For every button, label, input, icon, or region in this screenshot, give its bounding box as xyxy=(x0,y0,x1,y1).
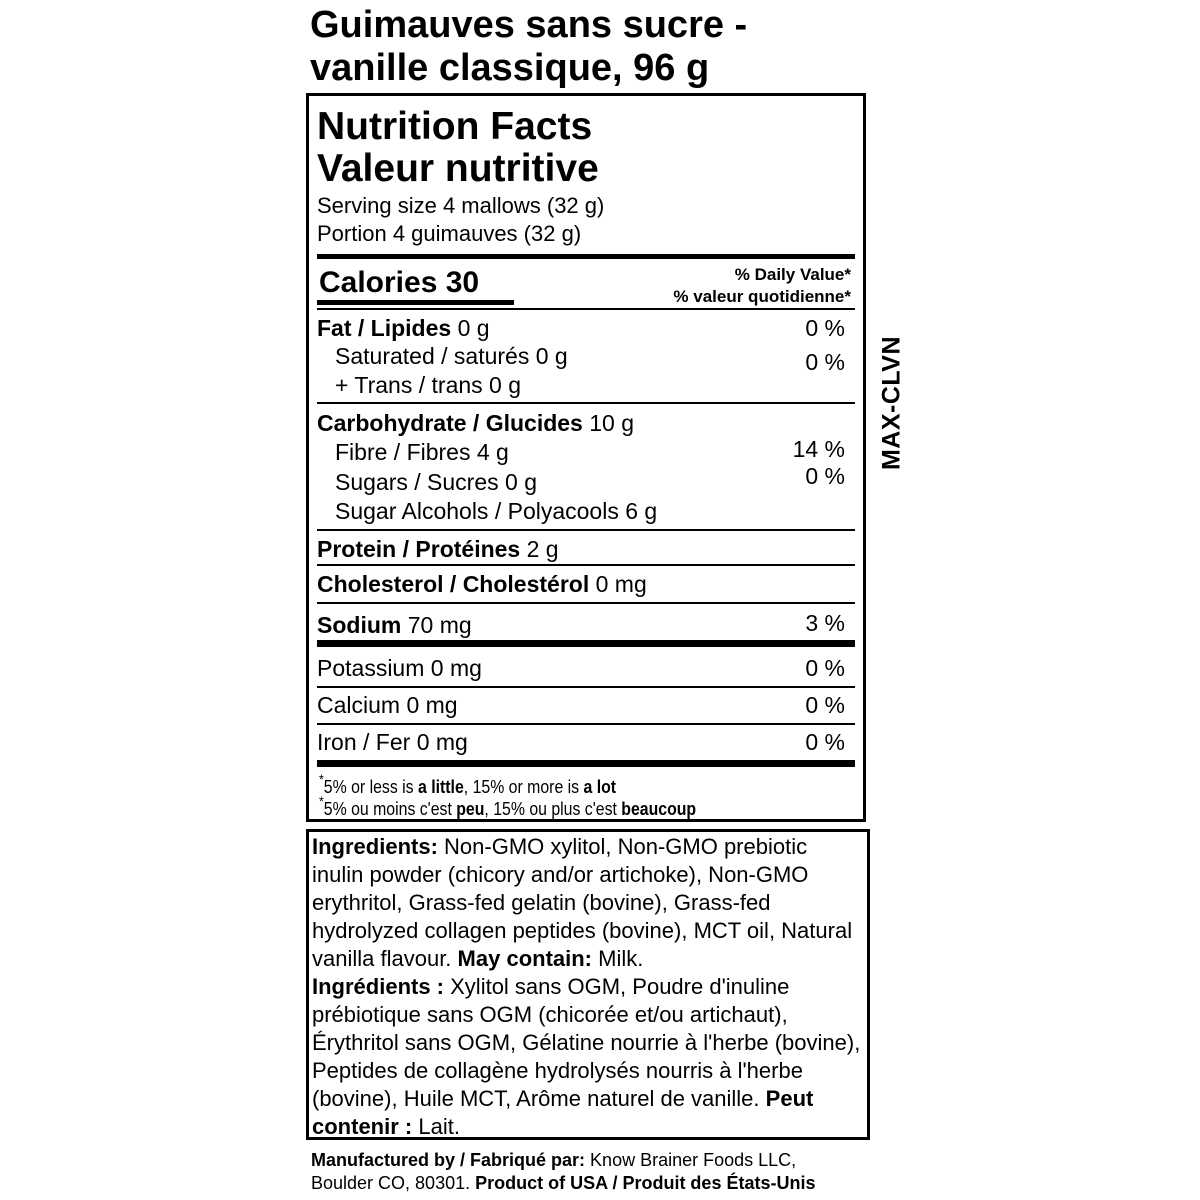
fibre-percent: 14 % xyxy=(792,436,845,462)
ingredients-panel xyxy=(306,829,870,1140)
nutrition-facts-panel xyxy=(306,93,866,822)
trans-row xyxy=(335,372,521,398)
serving-size-fr: Portion 4 guimauves (32 g) xyxy=(317,221,582,246)
fibre-row xyxy=(335,439,509,465)
carbohydrate-row xyxy=(317,410,634,436)
iron-amount: 0 mg xyxy=(416,729,468,755)
side-code-text: MAX-CLVN xyxy=(877,335,906,471)
thin-rule xyxy=(317,308,855,310)
thin-rule xyxy=(317,602,855,604)
trans-label: + Trans / trans xyxy=(335,372,483,398)
sugar-alcohols-label: Sugar Alcohols / Polyacools xyxy=(335,498,619,524)
sodium-label: Sodium xyxy=(317,612,402,638)
calcium-amount: 0 mg xyxy=(406,692,458,718)
potassium-percent: 0 % xyxy=(805,655,845,681)
sugar-alcohols-amount: 6 g xyxy=(625,498,658,524)
footnote-fr: *5% ou moins c'est peu, 15% ou plus c'est beaucoup xyxy=(319,793,697,819)
fat-percent: 0 % xyxy=(805,315,845,341)
may-contain-label: May contain: xyxy=(457,946,593,971)
sugars-percent: 0 % xyxy=(805,463,845,489)
product-title xyxy=(310,4,870,90)
thin-rule xyxy=(317,529,855,531)
calories-row xyxy=(319,266,479,300)
cholesterol-label: Cholesterol / Cholestérol xyxy=(317,571,590,597)
manufacturer-address: Boulder CO, 80301. xyxy=(311,1173,471,1193)
thick-rule xyxy=(317,760,855,767)
iron-label: Iron / Fer xyxy=(317,729,411,755)
calcium-label: Calcium xyxy=(317,692,401,718)
fat-row xyxy=(317,315,490,341)
carbohydrate-amount: 10 g xyxy=(589,410,635,436)
sodium-row xyxy=(317,612,472,638)
thin-rule xyxy=(317,402,855,404)
ingredients-fr-text: Xylitol sans OGM, Poudre d'inuline prébiotique sans OGM (chicorée et/ou artichaut), Érythritol sans OGM, Gélatine nourrie à l'herbe (bovine), Peptides de collagène hydrolysés nourris à l'herbe (bovine), Huile MCT, Arôme naturel de vanille. xyxy=(312,974,861,1111)
saturated-trans-percent: 0 % xyxy=(805,349,845,375)
fat-amount: 0 g xyxy=(457,315,490,341)
protein-label: Protein / Protéines xyxy=(317,536,521,562)
serving-size-en: Serving size 4 mallows (32 g) xyxy=(317,193,605,218)
thin-rule xyxy=(317,723,855,725)
sugars-amount: 0 g xyxy=(505,469,538,495)
sugars-label: Sugars / Sucres xyxy=(335,469,499,495)
daily-value-header-fr: % valeur quotidienne* xyxy=(673,287,851,306)
calcium-percent: 0 % xyxy=(805,692,845,718)
thin-rule xyxy=(317,686,855,688)
nutrition-facts-heading: Nutrition Facts xyxy=(317,105,593,148)
saturated-amount: 0 g xyxy=(535,343,568,369)
cholesterol-amount: 0 mg xyxy=(595,571,647,597)
peut-contenir-label: Peut contenir : xyxy=(312,1086,814,1139)
calories-underline xyxy=(317,300,514,305)
ingredients-en xyxy=(312,833,863,973)
calories-value: 30 xyxy=(445,266,480,299)
manufacturer-line2 xyxy=(311,1172,896,1195)
calories-label: Calories xyxy=(319,266,438,299)
saturated-label: Saturated / saturés xyxy=(335,343,530,369)
product-origin: Product of USA / Produit des États-Unis xyxy=(470,1173,816,1193)
sugar-alcohols-row xyxy=(335,498,657,524)
peut-contenir-text: Lait. xyxy=(412,1114,460,1139)
iron-row xyxy=(317,729,468,755)
ingredients-fr xyxy=(312,973,863,1140)
sodium-amount: 70 mg xyxy=(407,612,472,638)
thick-rule xyxy=(317,640,855,647)
manufacturer-line1 xyxy=(311,1149,896,1172)
manufacturer-name: Know Brainer Foods LLC, xyxy=(585,1150,797,1170)
potassium-row xyxy=(317,655,482,681)
may-contain-text: Milk. xyxy=(592,946,644,971)
ingredients-fr-label: Ingrédients : xyxy=(312,974,445,999)
calcium-row xyxy=(317,692,458,718)
daily-value-header-en: % Daily Value* xyxy=(734,265,851,284)
valeur-nutritive-heading: Valeur nutritive xyxy=(317,147,599,190)
sodium-percent: 3 % xyxy=(805,610,845,636)
thin-rule xyxy=(317,564,855,566)
manufacturer-info xyxy=(311,1149,896,1195)
protein-row xyxy=(317,536,559,562)
iron-percent: 0 % xyxy=(805,729,845,755)
product-title-line2: vanille classique, 96 g xyxy=(310,47,710,89)
protein-amount: 2 g xyxy=(526,536,559,562)
footnote-en: *5% or less is a little, 15% or more is a lot xyxy=(319,771,617,797)
manufacturer-label: Manufactured by / Fabriqué par: xyxy=(311,1150,586,1170)
trans-amount: 0 g xyxy=(489,372,522,398)
product-title-line1: Guimauves sans sucre - xyxy=(310,4,748,46)
saturated-row xyxy=(335,343,568,369)
sugars-row xyxy=(335,469,537,495)
fibre-label: Fibre / Fibres xyxy=(335,439,471,465)
potassium-label: Potassium xyxy=(317,655,425,681)
ingredients-en-text: Non-GMO xylitol, Non-GMO prebiotic inulin powder (chicory and/or artichoke), Non-GMO erythritol, Grass-fed gelatin (bovine), Grass-fed hydrolyzed collagen peptides (bovine), MCT oil, Natural vanilla flavour. xyxy=(312,834,853,971)
ingredients-en-label: Ingredients: xyxy=(312,834,438,859)
carbohydrate-label: Carbohydrate / Glucides xyxy=(317,410,583,436)
side-code xyxy=(879,333,905,473)
potassium-amount: 0 mg xyxy=(430,655,482,681)
cholesterol-row xyxy=(317,571,647,597)
fat-label: Fat / Lipides xyxy=(317,315,452,341)
fibre-amount: 4 g xyxy=(476,439,509,465)
thick-rule xyxy=(317,254,855,259)
